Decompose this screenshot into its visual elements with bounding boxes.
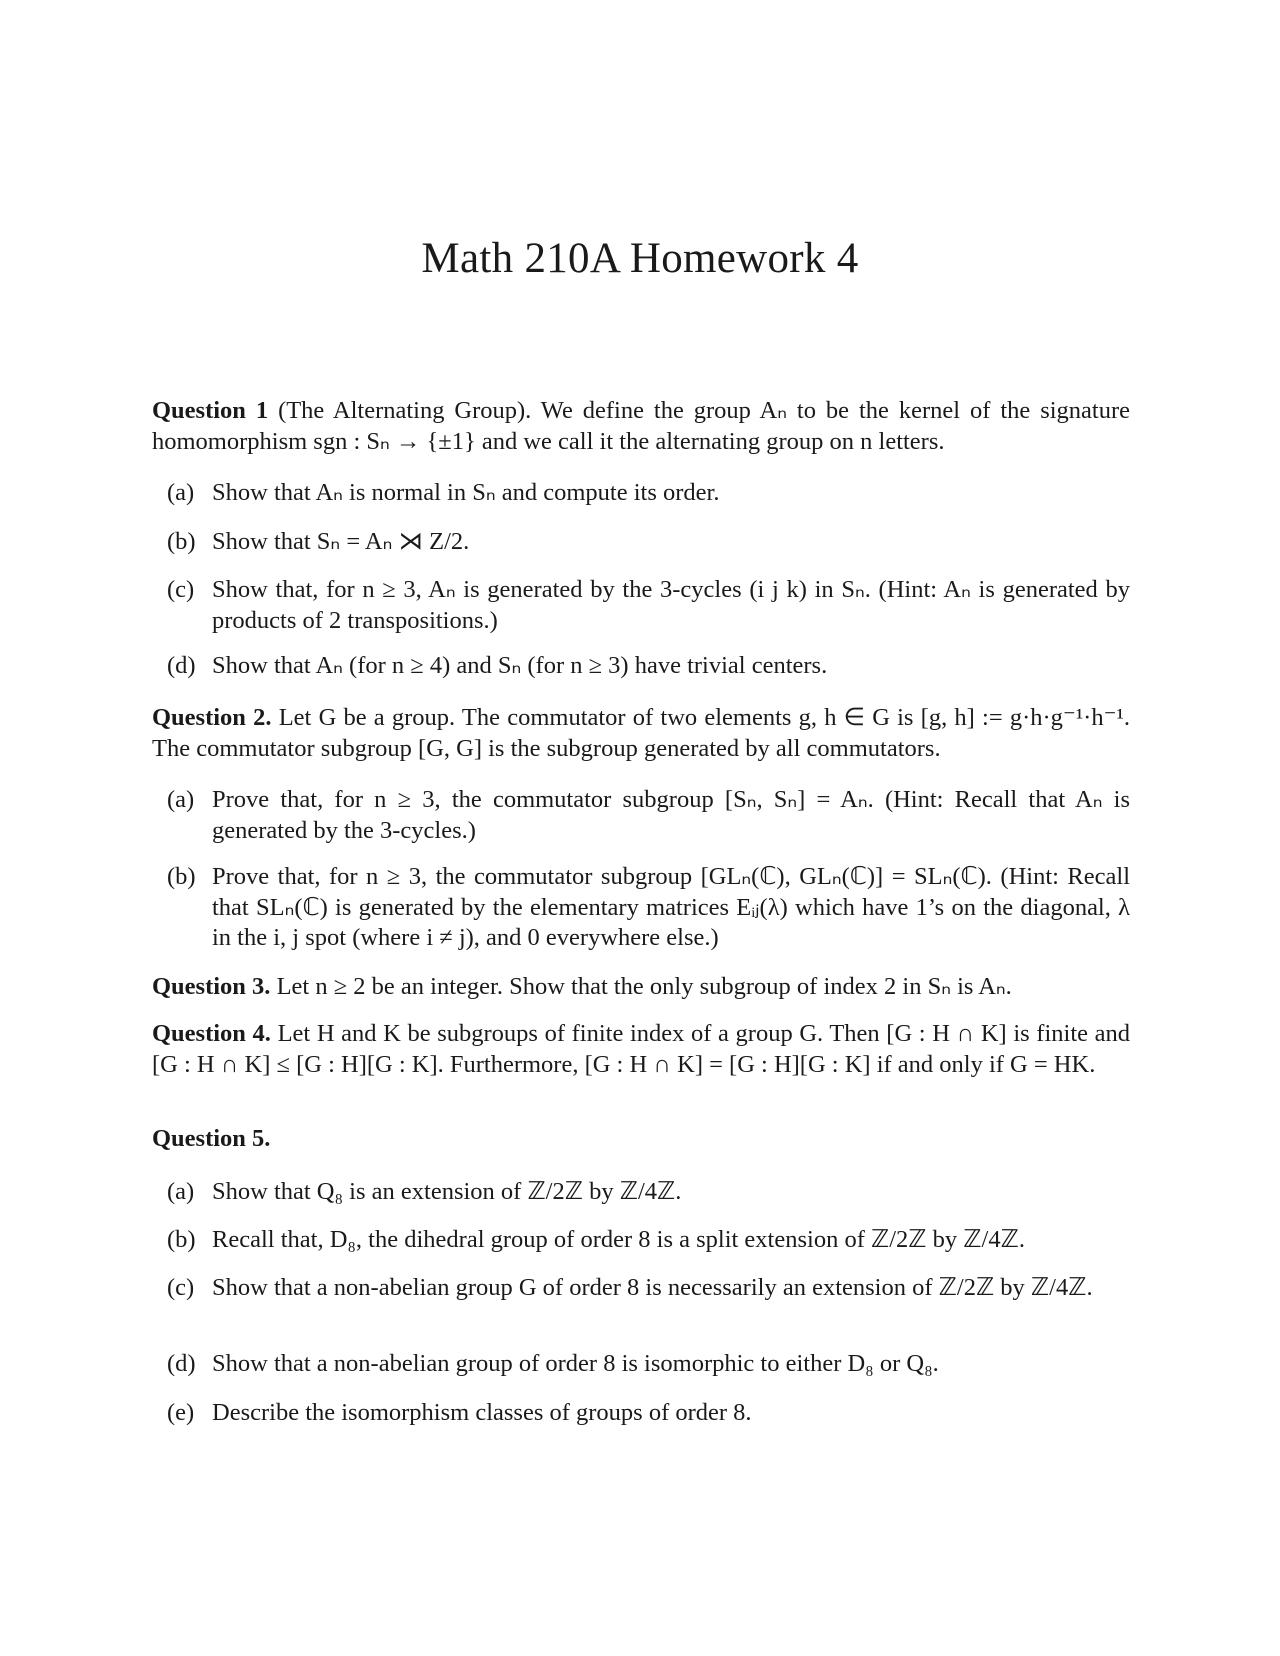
item-text: Show that Q₈ is an extension of ℤ/2ℤ by ℤ/4ℤ. — [212, 1178, 682, 1205]
question-1-item-c — [167, 575, 1130, 636]
item-text: Show that a non-abelian group of order 8 is isomorphic to either D₈ or Q₈. — [212, 1350, 939, 1377]
item-text: Show that Aₙ is normal in Sₙ and compute its order. — [212, 479, 720, 506]
question-2 — [152, 703, 1130, 764]
item-tag: (a) — [167, 1178, 195, 1205]
question-1-item-b — [167, 527, 1130, 558]
item-text: Prove that, for n ≥ 3, the commutator subgroup [GLₙ(ℂ), GLₙ(ℂ)] = SLₙ(ℂ). (Hint: Recall that SLₙ(ℂ) is generated by the elementary matrices Eᵢⱼ(λ) which have 1’s on the diagonal, λ in the i, j spot (where i ≠ j), and 0 everywhere else.) — [212, 863, 1130, 951]
question-2-item-a — [167, 785, 1130, 846]
question-1-item-d — [167, 651, 1130, 682]
item-tag: (b) — [167, 1226, 196, 1253]
question-1 — [152, 396, 1130, 457]
item-tag: (d) — [167, 1350, 196, 1377]
document-title: Math 210A Homework 4 — [421, 235, 859, 282]
item-tag: (b) — [167, 528, 196, 555]
question-5-item-d — [167, 1349, 1130, 1380]
item-tag: (a) — [167, 479, 195, 506]
question-text: (The Alternating Group). We define the group Aₙ to be the kernel of the signature homomorphism sgn : Sₙ → {±1} and we call it the alternating group on n letters. — [152, 397, 1130, 455]
item-text: Show that Aₙ (for n ≥ 4) and Sₙ (for n ≥ 3) have trivial centers. — [212, 652, 828, 679]
question-2-item-b — [167, 862, 1130, 954]
question-label: Question 1 — [152, 397, 269, 424]
item-text: Show that a non-abelian group G of order 8 is necessarily an extension of ℤ/2ℤ by ℤ/4ℤ. — [212, 1274, 1093, 1301]
item-tag: (c) — [167, 1274, 195, 1301]
question-text: Let H and K be subgroups of finite index of a group G. Then [G : H ∩ K] is finite and [G : H ∩ K] ≤ [G : H][G : K]. Furthermore, [G : H ∩ K] = [G : H][G : K] if and only if G = HK. — [152, 1020, 1131, 1078]
question-text: Let n ≥ 2 be an integer. Show that the only subgroup of index 2 in Sₙ is Aₙ. — [276, 973, 1012, 1000]
question-5 — [152, 1124, 1130, 1155]
item-text: Recall that, D₈, the dihedral group of order 8 is a split extension of ℤ/2ℤ by ℤ/4ℤ. — [212, 1226, 1025, 1253]
question-label: Question 4. — [152, 1020, 271, 1047]
item-tag: (b) — [167, 863, 196, 890]
question-3 — [152, 972, 1130, 1003]
item-text: Show that, for n ≥ 3, Aₙ is generated by the 3-cycles (i j k) in Sₙ. (Hint: Aₙ is generated by products of 2 transpositions.) — [212, 576, 1130, 634]
item-tag: (a) — [167, 786, 195, 813]
question-5-item-b — [167, 1225, 1130, 1256]
question-5-item-a — [167, 1177, 1130, 1208]
item-text: Prove that, for n ≥ 3, the commutator subgroup [Sₙ, Sₙ] = Aₙ. (Hint: Recall that Aₙ is generated by the 3-cycles.) — [212, 786, 1130, 844]
item-tag: (e) — [167, 1399, 195, 1426]
item-tag: (d) — [167, 652, 196, 679]
item-tag: (c) — [167, 576, 195, 603]
question-1-item-a — [167, 478, 1130, 509]
question-label: Question 5. — [152, 1125, 271, 1152]
item-text: Describe the isomorphism classes of groups of order 8. — [212, 1399, 752, 1426]
question-5-item-e — [167, 1398, 1130, 1429]
question-label: Question 3. — [152, 973, 271, 1000]
question-text: Let G be a group. The commutator of two elements g, h ∈ G is [g, h] := g·h·g⁻¹·h⁻¹. The commutator subgroup [G, G] is the subgroup generated by all commutators. — [152, 704, 1130, 762]
question-4 — [152, 1019, 1130, 1080]
question-5-item-c — [167, 1273, 1130, 1304]
item-text: Show that Sₙ = Aₙ ⋊ Z/2. — [212, 528, 470, 555]
question-label: Question 2. — [152, 704, 272, 731]
